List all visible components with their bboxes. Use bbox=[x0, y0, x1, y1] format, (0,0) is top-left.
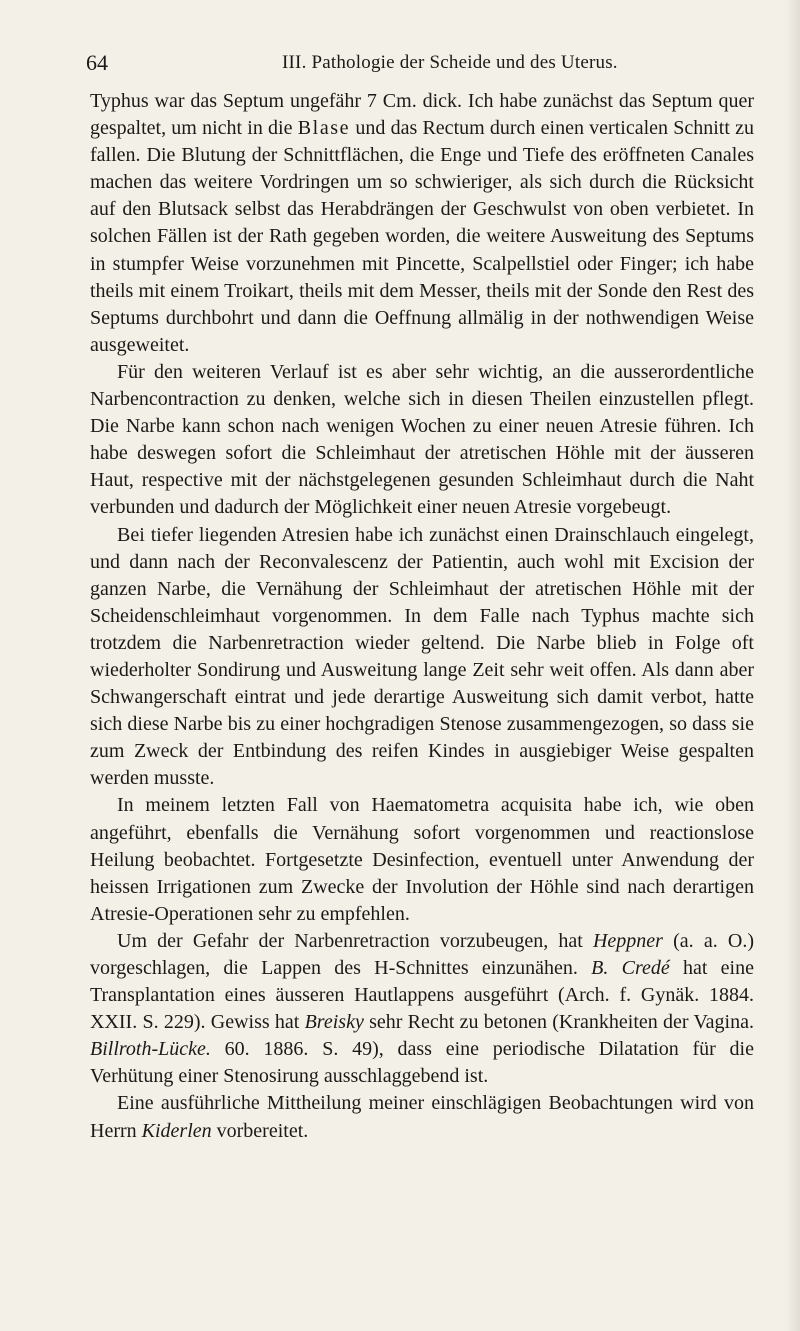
text-segment: Bei tiefer liegenden Atresien habe ich zunächst einen Drainschlauch eingelegt, und dann nach der Reconvalescenz der Patientin, auch wohl mit Excision der ganzen Narbe, die Vernähung der Schleimhaut der atretischen Höhle mit der Scheidenschleimhaut vorgenommen. In dem Falle nach Typhus machte sich trotzdem die Narbenretraction wieder geltend. Die Narbe blieb in Folge oft wiederholter Sondirung und Ausweitung lange Zeit sehr weit offen. Als dann aber Schwangerschaft eintrat und jede derartige Ausweitung sich damit verbot, hatte sich diese Narbe bis zu einer hochgradigen Stenose zusammengezogen, so dass sie zum Zweck der Entbindung des reifen Kindes in ausgiebiger Weise gespalten werden musste. bbox=[90, 523, 754, 790]
text-segment: vorbereitet. bbox=[211, 1119, 309, 1142]
paragraph bbox=[90, 88, 754, 359]
author-name: Kiderlen bbox=[141, 1119, 212, 1142]
text-segment: Typhus war das Septum ungefähr 7 Cm. dick. Ich habe zunächst das Septum quer gespaltet, um nicht in die bbox=[90, 90, 754, 140]
paragraph bbox=[90, 928, 754, 1091]
page-number: 64 bbox=[86, 50, 108, 75]
text-segment: In meinem letzten Fall von Haematometra acquisita habe ich, wie oben angeführt, ebenfalls die Vernähung sofort vorgenommen und reactionslose Heilung beobachtet. Fortgesetzte Desinfection, eventuell unter Anwendung der heissen Irrigationen zum Zwecke der Involution der Höhle sind nach derartigen Atresie-Operationen sehr zu empfehlen. bbox=[90, 794, 754, 925]
author-name: Billroth-Lücke. bbox=[90, 1038, 211, 1061]
page-fold-shadow bbox=[786, 0, 800, 1331]
header-title: III. Pathologie der Scheide und des Uterus. bbox=[282, 52, 618, 73]
running-head bbox=[86, 48, 754, 78]
text-segment: sehr Recht zu betonen (Krankheiten der Vagina. bbox=[363, 1011, 754, 1034]
text-segment: hat eine Transplantation eines äusseren Hautlappens ausgeführt (Arch. f. Gynäk. 1884. XXII. S. 229). Gewiss hat bbox=[90, 957, 754, 1034]
paragraph bbox=[90, 792, 754, 927]
paragraph bbox=[90, 1090, 754, 1144]
body-text bbox=[90, 88, 754, 1145]
paragraph bbox=[90, 359, 754, 522]
text-segment: Eine ausführliche Mittheilung meiner einschlägigen Beobachtungen wird von Herrn bbox=[90, 1092, 754, 1142]
author-name: Heppner bbox=[592, 929, 663, 952]
text-segment: Um der Gefahr der Narbenretraction vorzubeugen, hat bbox=[117, 929, 593, 952]
author-name: Breisky bbox=[304, 1011, 364, 1034]
text-segment: 60. 1886. S. 49), dass eine periodische Dilatation für die Verhütung einer Stenosirung ausschlaggebend ist. bbox=[90, 1038, 754, 1088]
text-segment: (a. a. O.) vorgeschlagen, die Lappen des H-Schnittes einzunähen. bbox=[90, 929, 754, 979]
text-segment: und das Rectum durch einen verticalen Schnitt zu fallen. Die Blutung der Schnittflächen, die Enge und Tiefe des eröffneten Canales machen das weitere Vordringen um so schwieriger, als sich durch die Rücksicht auf den Blutsack selbst das Herabdrängen der Geschwulst von oben verbietet. In solchen Fällen ist der Rath gegeben worden, die weitere Ausweitung des Septums in stumpfer Weise vorzunehmen mit Pincette, Scalpellstiel oder Finger; ich habe theils mit einem Troikart, theils mit dem Messer, theils mit der Sonde den Rest des Septums durchbohrt und dann die Oeffnung allmälig in der nothwendigen Weise ausgeweitet. bbox=[90, 117, 754, 356]
spaced-word: Blase bbox=[297, 117, 351, 140]
text-segment: Für den weiteren Verlauf ist es aber sehr wichtig, an die ausserordentliche Narbencontraction zu denken, welche sich in diesen Theilen einzustellen pflegt. Die Narbe kann schon nach wenigen Wochen zu einer neuen Atresie führen. Ich habe deswegen sofort die Schleimhaut der atretischen Höhle mit der äusseren Haut, respective mit der nächstgelegenen gesunden Schleimhaut durch die Naht verbunden und dadurch der Möglichkeit einer neuen Atresie vorgebeugt. bbox=[90, 360, 754, 519]
author-name: B. Credé bbox=[591, 957, 670, 979]
paragraph bbox=[90, 522, 754, 793]
